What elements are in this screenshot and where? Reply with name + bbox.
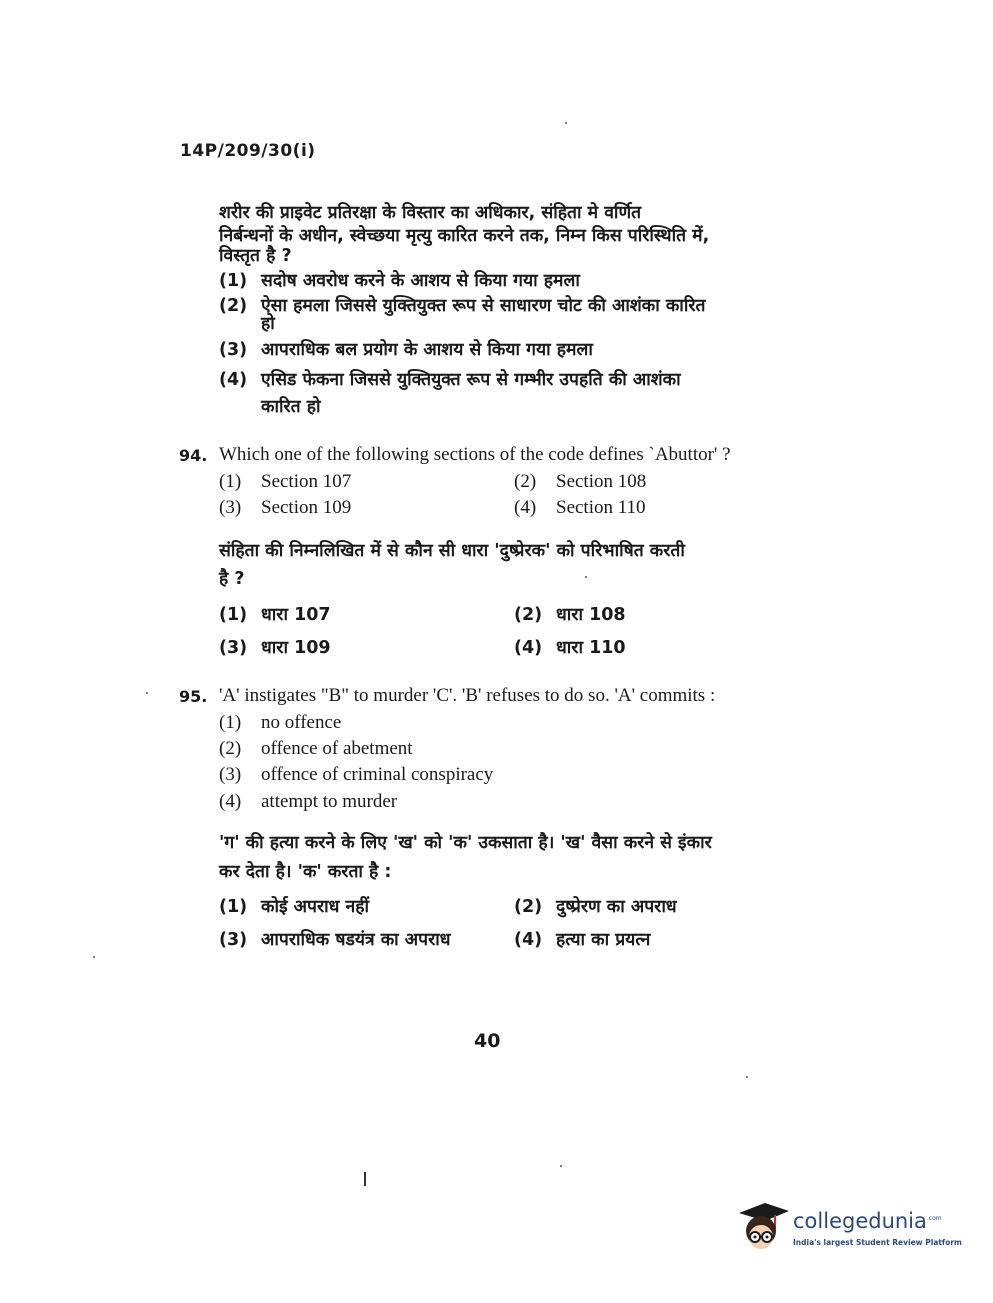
option-number: (2) (514, 471, 537, 492)
option-text: दुष्प्रेरण का अपराध (556, 897, 677, 917)
collegedunia-logo (735, 1195, 965, 1265)
scan-mark (364, 1172, 366, 1186)
q93-hi-line-2: निर्बन्धनों के अधीन, स्वेच्छया मृत्यु कारित करने तक, निम्न किस परिस्थिति में, (219, 226, 710, 246)
q93-hi-line-3: विस्तृत है ? (219, 246, 292, 266)
scan-speck (146, 692, 148, 694)
q95-question: 'A' instigates "B" to murder 'C'. 'B' refuses to do so. 'A' commits : (219, 685, 716, 706)
q95-hi-option-2 (514, 894, 677, 918)
option-text: धारा 109 (261, 638, 331, 658)
q94-number: 94. (179, 446, 208, 465)
q94-option-4 (514, 497, 646, 519)
option-text: offence of criminal conspiracy (261, 764, 494, 785)
option-text: धारा 108 (556, 605, 626, 625)
option-number: (4) (514, 930, 543, 950)
scan-speck (93, 956, 95, 958)
q93-hi-option-3 (219, 337, 593, 361)
option-text: एसिड फेकना जिससे युक्तियुक्त रूप से गम्भीर उपहति की आशंका (261, 370, 681, 390)
option-text: Section 108 (556, 471, 647, 492)
q95-hi-option-4 (514, 927, 650, 951)
option-number: (2) (219, 738, 242, 759)
brand-com: .com (926, 1215, 942, 1222)
q93-hi-option-4-cont: कारित हो (261, 397, 321, 417)
mascot-icon (735, 1195, 791, 1257)
q93-hi-line-1: शरीर की प्राइवेट प्रतिरक्षा के विस्तार का अधिकार, संहिता मे वर्णित (219, 203, 642, 223)
q95-hi-option-3 (219, 927, 451, 951)
option-text: सदोष अवरोध करने के आशय से किया गया हमला (261, 271, 580, 291)
brand-name: collegedunia$^{.com}$ (793, 1209, 942, 1233)
option-text: धारा 110 (556, 638, 626, 658)
scan-speck (560, 1165, 562, 1167)
q95-number: 95. (179, 687, 208, 706)
q93-hi-option-2-cont: हो (261, 314, 275, 334)
option-number: (3) (219, 497, 242, 518)
option-text: Section 109 (261, 497, 352, 518)
option-text: Section 107 (261, 471, 352, 492)
option-number: (1) (219, 712, 242, 733)
q94-hi-option-3 (219, 635, 331, 659)
option-text: कोई अपराध नहीं (261, 897, 370, 917)
option-text: धारा 107 (261, 605, 331, 625)
scan-speck (585, 576, 587, 578)
q94-hi-line-2: है ? (219, 569, 245, 589)
option-number: (4) (514, 638, 543, 658)
option-number: (1) (219, 897, 248, 917)
q94-hi-option-1 (219, 602, 331, 626)
option-text: आपराधिक षडयंत्र का अपराध (261, 930, 451, 950)
q95-hi-line-1: 'ग' की हत्या करने के लिए 'ख' को 'क' उकसाता है। 'ख' वैसा करने से इंकार (219, 833, 712, 853)
q94-option-2 (514, 471, 646, 493)
q94-question: Which one of the following sections of the code defines `Abuttor' ? (219, 444, 731, 465)
page-number: 40 (474, 1030, 501, 1052)
option-number: (2) (514, 605, 543, 625)
option-number: (4) (219, 791, 242, 812)
q95-hi-line-2: कर देता है। 'क' करता है : (219, 862, 392, 882)
q94-hi-option-2 (514, 602, 626, 626)
q95-option-1 (219, 712, 341, 734)
option-number: (4) (514, 497, 537, 518)
q94-option-3 (219, 497, 351, 519)
q95-option-4 (219, 791, 397, 813)
q93-hi-option-4 (219, 367, 681, 391)
q93-hi-option-2 (219, 293, 706, 317)
option-text: हत्या का प्रयत्न (556, 930, 651, 950)
q95-hi-option-1 (219, 894, 369, 918)
q93-hi-option-1 (219, 268, 580, 292)
option-number: (1) (219, 471, 242, 492)
option-number: (3) (219, 340, 248, 360)
q95-option-3 (219, 764, 493, 786)
brand-tagline: India's largest Student Review Platform (793, 1238, 962, 1247)
q94-hi-option-4 (514, 635, 626, 659)
option-text: ऐसा हमला जिससे युक्तियुक्त रूप से साधारण चोट की आशंका कारित (261, 296, 706, 316)
option-text: attempt to murder (261, 791, 398, 812)
option-number: (3) (219, 764, 242, 785)
option-text: offence of abetment (261, 738, 413, 759)
option-text: no offence (261, 712, 342, 733)
paper-code: 14P/209/30(i) (180, 141, 316, 161)
scan-speck (746, 1076, 748, 1078)
scan-speck (565, 122, 567, 124)
option-number: (2) (219, 296, 248, 316)
q94-hi-line-1: संहिता की निम्नलिखित में से कौन सी धारा 'दुष्प्रेरक' को परिभाषित करती (219, 541, 685, 561)
q95-option-2 (219, 738, 413, 760)
option-number: (2) (514, 897, 543, 917)
option-number: (1) (219, 605, 248, 625)
option-number: (1) (219, 271, 248, 291)
option-number: (4) (219, 370, 248, 390)
q94-option-1 (219, 471, 351, 493)
option-number: (3) (219, 638, 248, 658)
option-number: (3) (219, 930, 248, 950)
option-text: आपराधिक बल प्रयोग के आशय से किया गया हमला (261, 340, 593, 360)
option-text: Section 110 (556, 497, 646, 518)
